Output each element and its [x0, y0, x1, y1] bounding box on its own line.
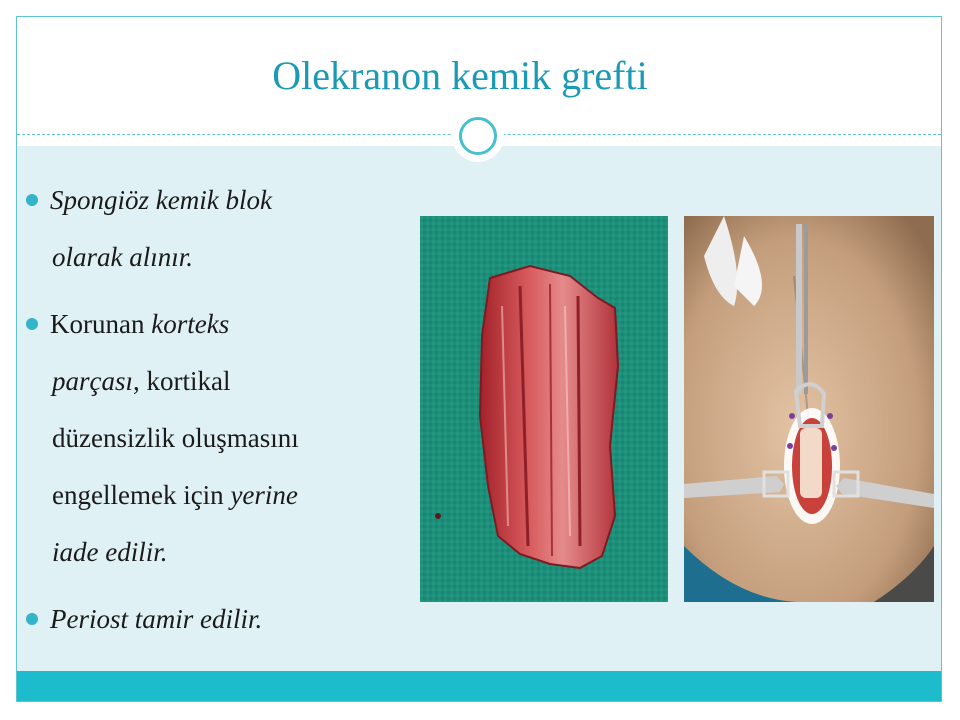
bullet-item-1-continued: [24, 229, 404, 286]
bullet-text: Periost tamir edilir.: [50, 604, 263, 634]
bullet-list: [24, 172, 404, 648]
bullet-item-2-line-5: [24, 524, 404, 581]
bullet-text: engellemek için: [52, 480, 231, 510]
bone-graft-specimen-photo: [420, 216, 668, 602]
bone-graft-specimen-icon: [420, 216, 668, 602]
bullet-item-2: [24, 296, 404, 353]
bullet-text-italic: iade edilir.: [52, 537, 168, 567]
bullet-text-italic: korteks: [151, 309, 230, 339]
bullet-text: Spongiöz kemik blok: [50, 185, 272, 215]
bullet-dot-icon: [26, 613, 38, 625]
bullet-text: olarak alınır.: [52, 242, 194, 272]
circle-ornament-icon: [459, 117, 497, 155]
bullet-item-2-line-4: [24, 467, 404, 524]
bullet-text: düzensizlik oluşmasını: [52, 423, 299, 453]
footer-bar: [17, 671, 941, 701]
elbow-surgery-icon: [684, 216, 934, 602]
slide-title: Olekranon kemik grefti: [272, 53, 648, 98]
bullet-dot-icon: [26, 194, 38, 206]
bullet-item-1: [24, 172, 404, 229]
bullet-item-3: [24, 591, 404, 648]
bullet-item-2-line-3: [24, 410, 404, 467]
elbow-surgery-photo: [684, 216, 934, 602]
bullet-text: Korunan: [50, 309, 152, 339]
bullet-item-2-line-2: [24, 353, 404, 410]
bullet-text-italic: yerine: [230, 480, 298, 510]
bullet-text-italic: parçası: [52, 366, 133, 396]
bullet-text: , kortikal: [133, 366, 231, 396]
bullet-dot-icon: [26, 318, 38, 330]
